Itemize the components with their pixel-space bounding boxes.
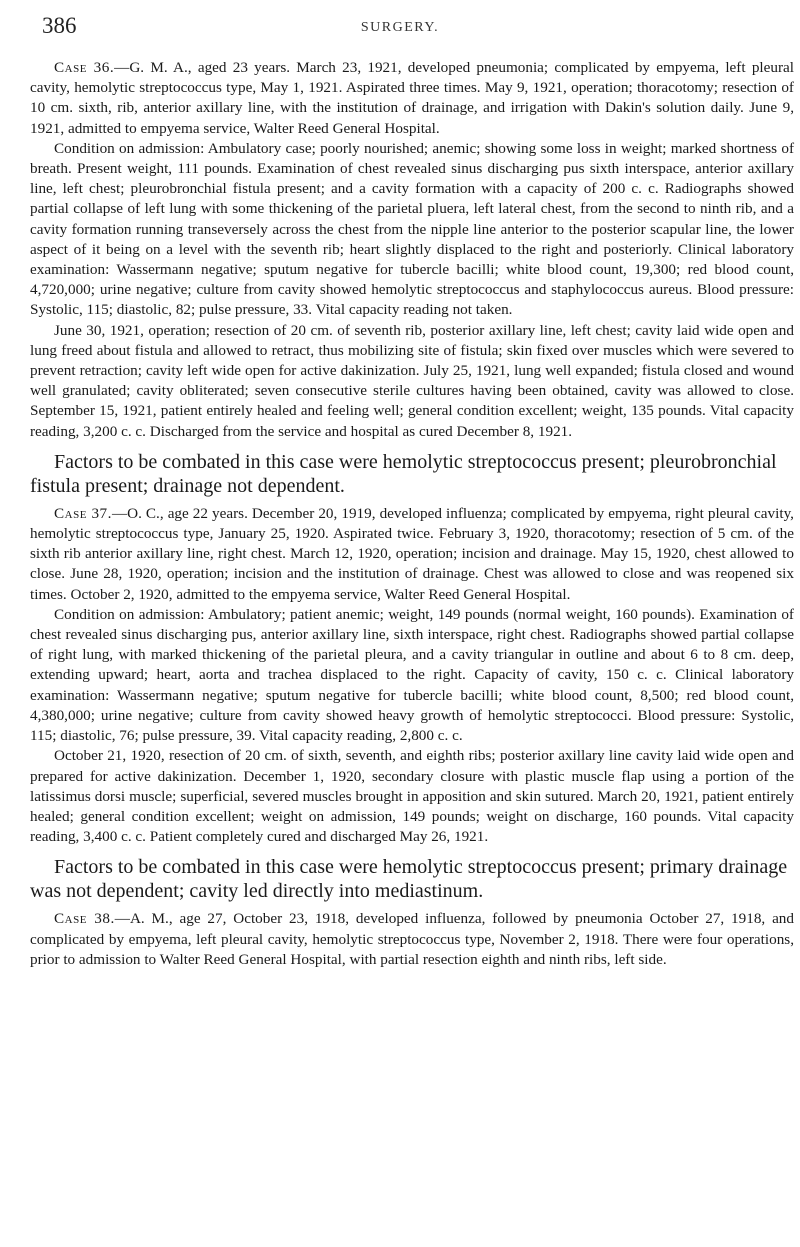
case-38-paragraph-1 bbox=[30, 909, 794, 970]
case-36-factors-heading: Factors to be combated in this case were hemolytic streptococcus present; pleurobronchial fistula present; drainage not dependent. bbox=[30, 450, 777, 497]
case-37-paragraph-3: October 21, 1920, resection of 20 cm. of sixth, seventh, and eighth ribs; posterior axillary line cavity laid wide open and prepared for active dakinization. December 1, 1920, secondary closure with plastic muscle flap using a portion of the latissimus dorsi muscle; superficial, severed muscles brought in apposition and skin sutured. March 20, 1921, patient entirely healed; general condition excellent; weight on admission, 149 pounds; weight on discharge, 160 pounds. Vital capacity reading, 3,400 c. c. Patient completely cured and discharged May 26, 1921. bbox=[30, 747, 794, 846]
case-36-text-1: —G. M. A., aged 23 years. March 23, 1921, developed pneumonia; complicated by empyema, left pleural cavity, hemolytic streptococcus type, May 1, 1921. Aspirated three times. May 9, 1921, operation; thoracotomy; resection of 10 cm. sixth, rib, anterior axillary line, with the institution of drainage, and irrigation with Dakin's solution daily. June 9, 1921, admitted to empyema service, Walter Reed General Hospital. bbox=[30, 59, 794, 137]
case-37-label: Case 37. bbox=[54, 504, 112, 522]
case-37-factors-heading: Factors to be combated in this case were hemolytic streptococcus present; primary drainage was not dependent; cavity led directly into mediastinum. bbox=[30, 856, 788, 903]
case-36-paragraph-1 bbox=[30, 58, 794, 139]
case-38-text-1: —A. M., age 27, October 23, 1918, developed influenza, followed by pneumonia October 27, 1918, and complicated by empyema, left pleural cavity, hemolytic streptococcus type, November 2, 1918. There were four operations, prior to admission to Walter Reed General Hospital, with partial resection eighth and ninth ribs, left side. bbox=[30, 910, 794, 968]
case-36-label: Case 36. bbox=[54, 59, 115, 76]
case-37-paragraph-2: Condition on admission: Ambulatory; patient anemic; weight, 149 pounds (normal weight, 160 pounds). Examination of chest revealed sinus discharging pus, anterior axillary line, sixth interspace, right chest. Radiographs showed partial collapse of right lung, with marked thickening of the parietal pleura, and a cavity triangular in outline and about 6 to 8 cm. deep, extending upward; heart, aorta and trachea displaced to the right. Capacity of cavity, 150 c. c. Clinical laboratory examination: Wassermann negative; sputum negative for tubercle bacilli; white blood count, 8,500; red blood count, 4,380,000; urine negative; culture from cavity showed heavy growth of hemolytic streptococci. Blood pressure: Systolic, 115; diastolic, 76; pulse pressure, 39. Vital capacity reading, 2,800 c. c. bbox=[30, 605, 794, 745]
running-title: SURGERY. bbox=[360, 20, 440, 35]
case-36-paragraph-3: June 30, 1921, operation; resection of 20 cm. of seventh rib, posterior axillary line, left chest; cavity laid wide open and lung freed about fistula and allowed to retract, thus mobilizing site of fistula; skin fixed over muscles which were severed to prevent retraction; cavity left wide open for active dakinization. July 25, 1921, lung well expanded; fistula closed and wound well granulated; cavity obliterated; seven consecutive sterile cultures having been obtained, cavity was allowed to close. September 15, 1921, patient entirely healed and feeling well; general condition excellent; weight, 135 pounds. Vital capacity reading, 3,200 c. c. Discharged from the service and hospital as cured December 8, 1921. bbox=[30, 321, 794, 440]
body-text bbox=[30, 58, 794, 970]
page-number: 386 bbox=[42, 13, 77, 38]
case-37-text-1: —O. C., age 22 years. December 20, 1919, developed influenza; complicated by empyema, right pleural cavity, hemolytic streptococcus type, January 25, 1920. Aspirated twice. February 3, 1920, thoracotomy; resection of 5 cm. of the sixth rib anterior axillary line, right chest. March 12, 1920, operation; incision and drainage. May 15, 1920, chest allowed to close. June 28, 1920, operation; incision and the institution of drainage. Chest was allowed to close and was reopened six times. October 2, 1920, admitted to the empyema service, Walter Reed General Hospital. bbox=[30, 504, 794, 603]
case-37-paragraph-1 bbox=[30, 504, 794, 605]
case-36-paragraph-2: Condition on admission: Ambulatory case; poorly nourished; anemic; showing some loss in weight; marked shortness of breath. Present weight, 111 pounds. Examination of chest revealed sinus discharging pus sixth interspace, anterior axillary line, left chest; pleurobronchial fistula present; and a cavity formation with a capacity of 200 c. c. Radiographs showed partial collapse of left lung with some thickening of the parietal pluera, left lateral chest, from the second to ninth rib, and a cavity formation running transeversely across the chest from the nipple line anterior to the posterior scapular line, the lower aspect of it being on a level with the seventh rib; heart slightly displaced to the right and posteriorly. Clinical laboratory examination: Wassermann negative; sputum negative for tubercle bacilli; white blood count, 19,300; red blood count, 4,720,000; urine negative; culture from cavity showed hemolytic streptococcus and staphylococcus aureus. Blood pressure: Systolic, 115; diastolic, 82; pulse pressure, 33. Vital capacity reading not taken. bbox=[30, 139, 794, 319]
case-38-label: Case 38. bbox=[54, 910, 115, 928]
